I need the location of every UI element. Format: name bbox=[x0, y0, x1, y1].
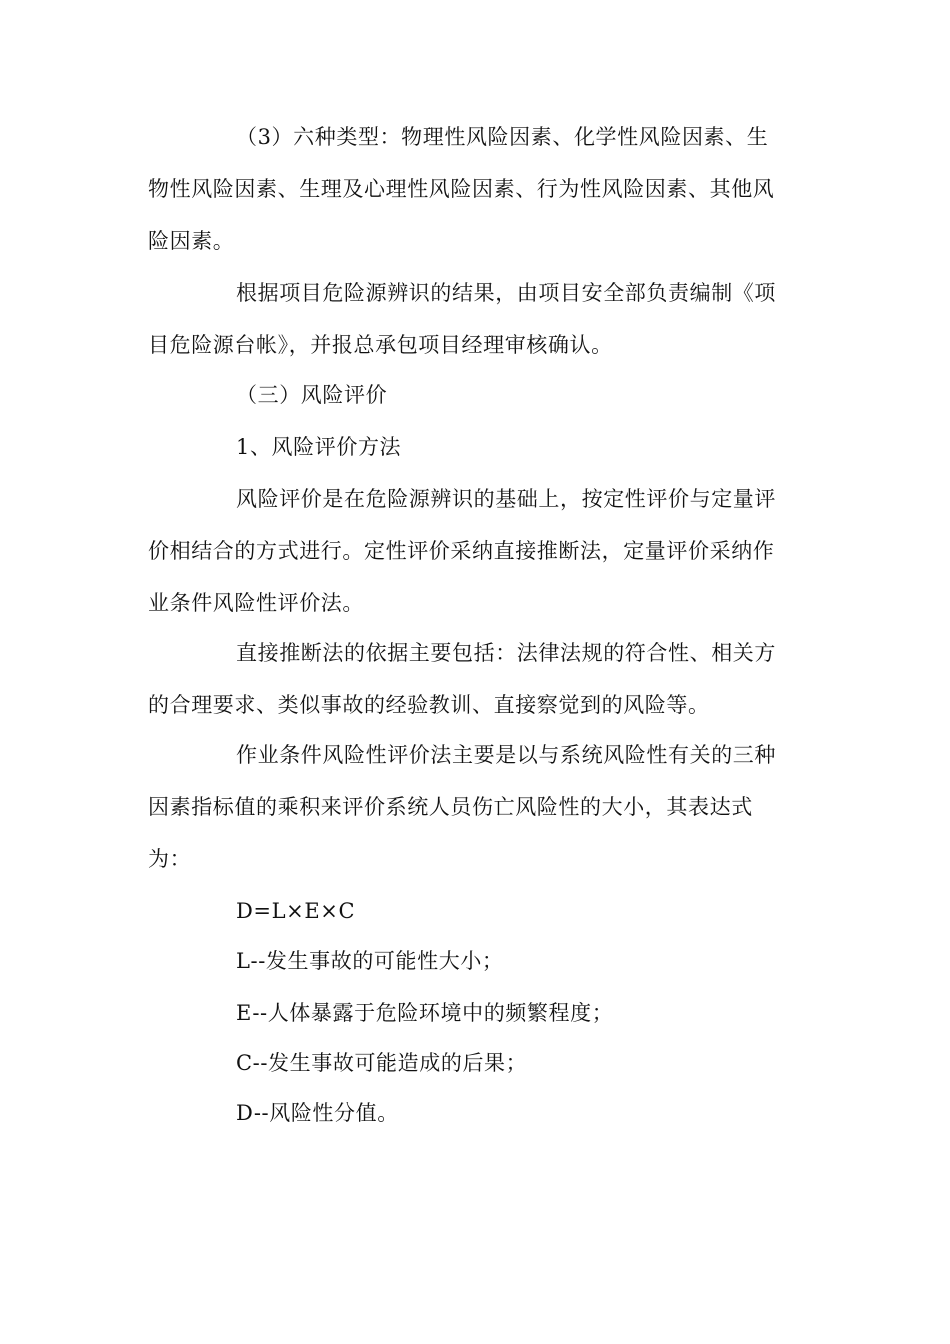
definition-e: E--人体暴露于危险环境中的频繁程度； bbox=[236, 1001, 614, 1025]
formula: D=L×E×C bbox=[236, 899, 356, 923]
paragraph-lec-line-3: 为： bbox=[148, 847, 192, 871]
paragraph-lec-line-1: 作业条件风险性评价法主要是以与系统风险性有关的三种 bbox=[236, 743, 776, 767]
definition-c: C--发生事故可能造成的后果； bbox=[236, 1051, 528, 1075]
paragraph-ledger-line-1: 根据项目危险源辨识的结果，由项目安全部负责编制《项 bbox=[236, 281, 776, 305]
paragraph-six-types-line-3: 险因素。 bbox=[148, 229, 235, 253]
paragraph-method-line-1: 风险评价是在危险源辨识的基础上，按定性评价与定量评 bbox=[236, 487, 776, 511]
paragraph-six-types-line-2: 物性风险因素、生理及心理性风险因素、行为性风险因素、其他风 bbox=[148, 177, 775, 201]
paragraph-method-line-2: 价相结合的方式进行。定性评价采纳直接推断法，定量评价采纳作 bbox=[148, 539, 775, 563]
definition-d: D--风险性分值。 bbox=[236, 1101, 399, 1125]
paragraph-lec-line-2: 因素指标值的乘积来评价系统人员伤亡风险性的大小，其表达式 bbox=[148, 795, 753, 819]
paragraph-six-types-line-1: （3）六种类型：物理性风险因素、化学性风险因素、生 bbox=[236, 125, 769, 149]
section-heading-risk-evaluation: （三）风险评价 bbox=[236, 383, 388, 407]
definition-l: L--发生事故的可能性大小； bbox=[236, 949, 504, 973]
paragraph-ledger-line-2: 目危险源台帐》，并报总承包项目经理审核确认。 bbox=[148, 333, 613, 357]
paragraph-method-line-3: 业条件风险性评价法。 bbox=[148, 591, 364, 615]
subheading-evaluation-method: 1、风险评价方法 bbox=[236, 435, 402, 459]
paragraph-basis-line-2: 的合理要求、类似事故的经验教训、直接察觉到的风险等。 bbox=[148, 693, 710, 717]
paragraph-basis-line-1: 直接推断法的依据主要包括：法律法规的符合性、相关方 bbox=[236, 641, 776, 665]
